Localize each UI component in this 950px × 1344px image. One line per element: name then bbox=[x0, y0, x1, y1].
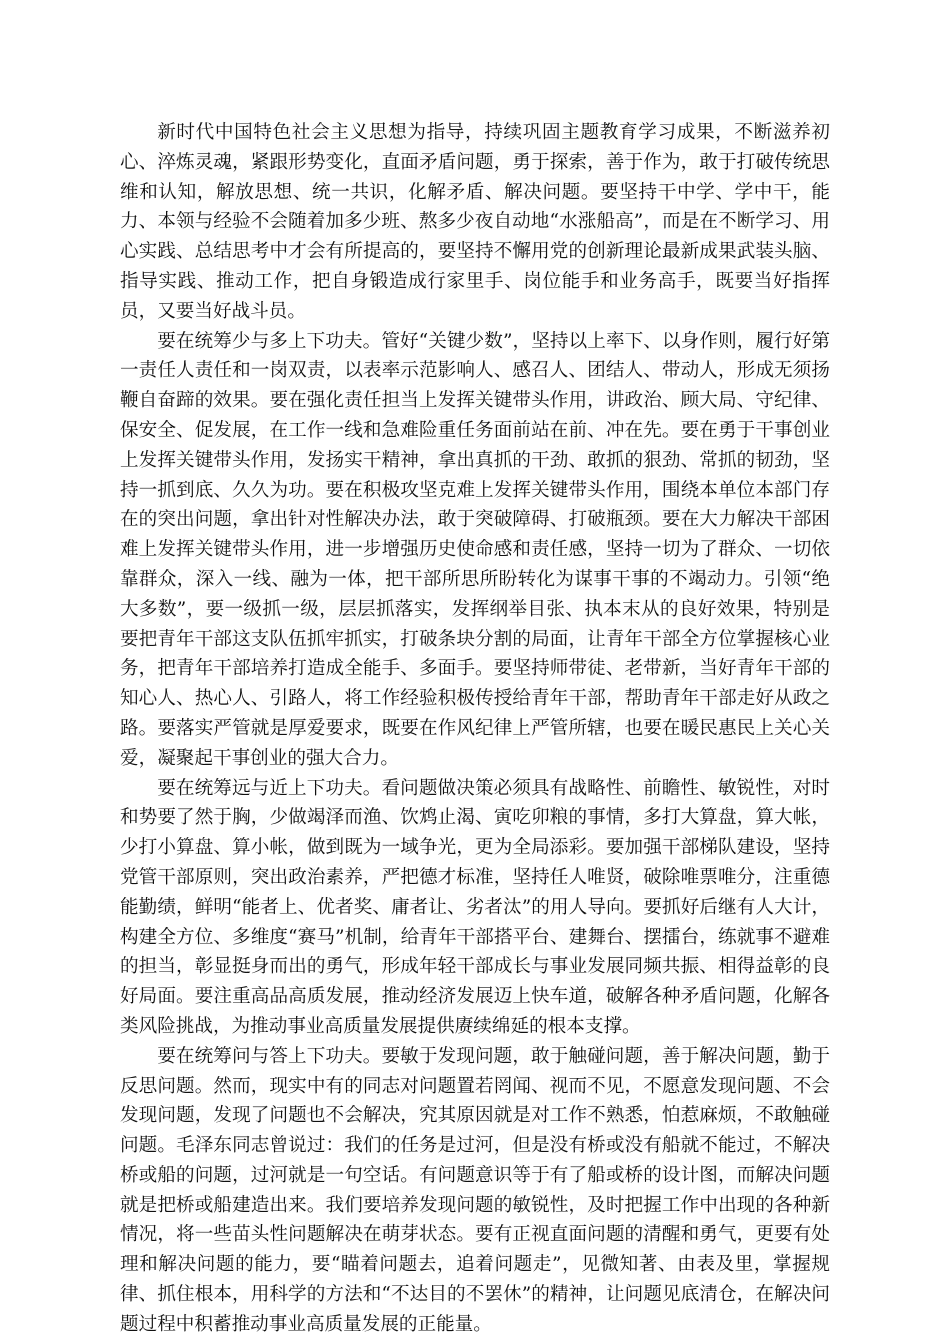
paragraph-few-and-many: 要在统筹少与多上下功夫。管好“关键少数”，坚持以上率下、以身作则，履行好第一责任人责任和一岗双责，以表率示范影响人、感召人、团结人、带动人，形成无须扬鞭自奋蹄的效果。要在强化责任担当上发挥关键带头作用，讲政治、顾大局、守纪律、保安全、促发展，在工作一线和急难险重任务面前站在前、冲在先。要在勇于干事创业上发挥关键带头作用，发扬实干精神，拿出真抓的干劲、敢抓的狠劲、常抓的韧劲，坚持一抓到底、久久为功。要在积极攻坚克难上发挥关键带头作用，围绕本单位本部门存在的突出问题，拿出针对性解决办法，敢于突破障碍、打破瓶颈。要在大力解决干部困难上发挥关键带头作用，进一步增强历史使命感和责任感，坚持一切为了群众、一切依靠群众，深入一线、融为一体，把干部所思所盼转化为谋事干事的不竭动力。引领“绝大多数”，要一级抓一级，层层抓落实，发挥纲举目张、执本末从的良好效果，特别是要把青年干部这支队伍抓牢抓实，打破条块分割的局面，让青年干部全方位掌握核心业务，把青年干部培养打造成全能手、多面手。要坚持师带徒、老带新，当好青年干部的知心人、热心人、引路人，将工作经验积极传授给青年干部，帮助青年干部走好从政之路。要落实严管就是厚爱要求，既要在作风纪律上严管所辖，也要在暖民惠民上关心关爱，凝聚起干事创业的强大合力。 bbox=[120, 330, 830, 769]
document-page bbox=[120, 118, 830, 1340]
paragraph-intro-continuation: 新时代中国特色社会主义思想为指导，持续巩固主题教育学习成果，不断滋养初心、淬炼灵魂，紧跟形势变化，直面矛盾问题，勇于探索，善于作为，敢于打破传统思维和认知，解放思想、统一共识，化解矛盾、解决问题。要坚持干中学、学中干，能力、本领与经验不会随着加多少班、熬多少夜自动地“水涨船高”，而是在不断学习、用心实践、总结思考中才会有所提高的，要坚持不懈用党的创新理论最新成果武装头脑、指导实践、推动工作，把自身锻造成行家里手、岗位能手和业务高手，既要当好指挥员，又要当好战斗员。 bbox=[120, 122, 830, 322]
paragraph-far-and-near: 要在统筹远与近上下功夫。看问题做决策必须具有战略性、前瞻性、敏锐性，对时和势要了然于胸，少做竭泽而渔、饮鸩止渴、寅吃卯粮的事情，多打大算盘，算大帐，少打小算盘、算小帐，做到既为一域争光，更为全局添彩。要加强干部梯队建设，坚持党管干部原则，突出政治素养，严把德才标准，坚持任人唯贤，破除唯票唯分，注重德能勤绩，鲜明“能者上、优者奖、庸者让、劣者汰”的用人导向。要抓好后继有人大计，构建全方位、多维度“赛马”机制，给青年干部搭平台、建舞台、摆擂台，练就事不避难的担当，彰显挺身而出的勇气，形成年轻干部成长与事业发展同频共振、相得益彰的良好局面。要注重高品高质发展，推动经济发展迈上快车道，破解各种矛盾问题，化解各类风险挑战，为推动事业高质量发展提供赓续绵延的根本支撑。 bbox=[120, 777, 830, 1037]
paragraph-question-and-answer: 要在统筹问与答上下功夫。要敏于发现问题，敢于触碰问题，善于解决问题，勤于反思问题。然而，现实中有的同志对问题置若罔闻、视而不见，不愿意发现问题、不会发现问题，发现了问题也不会解决，究其原因就是对工作不熟悉，怕惹麻烦，不敢触碰问题。毛泽东同志曾说过：我们的任务是过河，但是没有桥或没有船就不能过，不解决桥或船的问题，过河就是一句空话。有问题意识等于有了船或桥的设计图，而解决问题就是把桥或船建造出来。我们要培养发现问题的敏锐性，及时把握工作中出现的各种新情况，将一些苗头性问题解决在萌芽状态。要有正视直面问题的清醒和勇气，更要有处理和解决问题的能力，要“瞄着问题去，追着问题走”，见微知著、由表及里，掌握规律、抓住根本，用科学的方法和“不达目的不罢休”的精神，让问题见底清仓，在解决问题过程中积蓄推动事业高质量发展的正能量。 bbox=[120, 1045, 830, 1335]
